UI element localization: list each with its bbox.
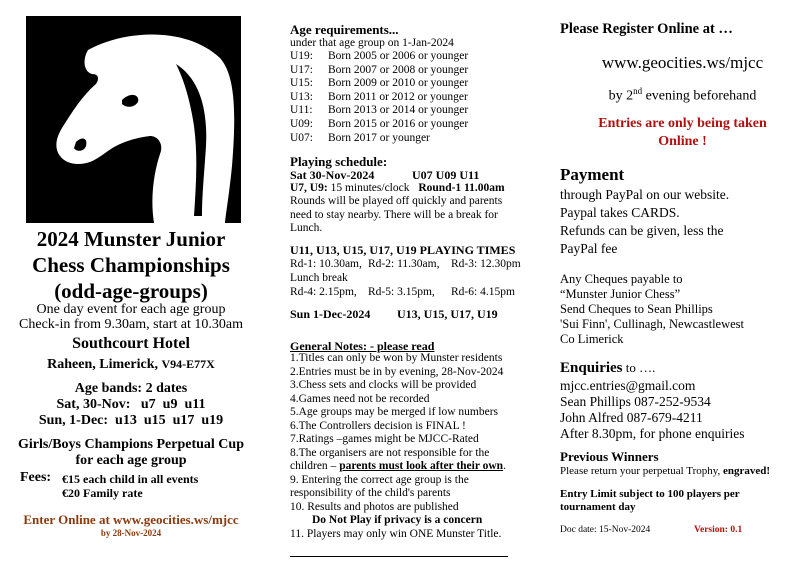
note-6: 6.The Controllers decision is FINAL ! <box>290 419 466 432</box>
sun-groups: U13, U15, U17, U19 <box>397 307 498 321</box>
previous-winners-title: Previous Winners <box>560 449 659 464</box>
entries-line-1: Entries are only being taken <box>598 116 767 131</box>
entries-line-2: Online ! <box>658 134 707 149</box>
rd6: Rd-6: 4.15pm <box>451 286 515 298</box>
round1: Round-1 11.00am <box>418 182 505 194</box>
rd1: Rd-1: 10.30am, <box>290 258 362 270</box>
age-row <box>290 77 552 91</box>
note-5: 5.Age groups may be merged if low numbers <box>290 406 499 418</box>
enquiries-john: John Alfred 087-679-4211 <box>560 410 703 425</box>
u7u9-label: U7, U9: <box>290 182 328 194</box>
website-link[interactable]: www.geocities.ws/mjcc <box>601 53 764 72</box>
note-9a: 9. Entering the correct age group is the <box>290 473 469 486</box>
event-line-1: One day event for each age group <box>36 302 226 317</box>
cheque-line-1: Any Cheques payable to <box>560 272 683 286</box>
age-table <box>290 50 552 145</box>
age-text: Born 2015 or 2016 or younger <box>328 117 469 130</box>
age-text: Born 2013 or 2014 or younger <box>328 104 469 117</box>
enquiries-title: Enquiries <box>560 360 623 376</box>
sun-date: Sun 1-Dec-2024 <box>290 307 371 321</box>
note-1: 1.Titles can only be won by Munster residents <box>290 352 503 364</box>
venue-postcode: V94-E77X <box>161 357 215 371</box>
cup-line-2: for each age group <box>75 453 187 468</box>
age-text: Born 2017 or younger <box>328 131 430 144</box>
enquiries-sean: Sean Phillips 087-252-9534 <box>560 394 711 409</box>
entry-limit-line-2: tournament day <box>560 501 636 513</box>
by-suffix: evening beforehand <box>642 88 757 104</box>
note-3: 3.Chess sets and clocks will be provided <box>290 379 477 391</box>
u7u9-time: 15 minutes/clock <box>330 182 410 194</box>
pay-line-4: PayPal fee <box>560 241 618 256</box>
pay-line-2: Paypal takes CARDS. <box>560 205 680 220</box>
rd2: Rd-2: 11.30am, <box>368 258 440 270</box>
rounds-row-1 <box>290 258 552 272</box>
note-8b: children – parents must look after their own. <box>290 460 506 472</box>
cheque-line-3: Send Cheques to Sean Phillips <box>560 302 713 316</box>
note-10: 10. Results and photos are published <box>290 500 459 513</box>
title-line-3: (odd-age-groups) <box>54 279 208 303</box>
cheque-line-4: 'Sui Finn', Cullinagh, Newcastlewest <box>560 317 745 331</box>
age-text: Born 2011 or 2012 or younger <box>328 90 468 103</box>
age-code: U09: <box>290 117 313 130</box>
title-line-1: 2024 Munster Junior <box>36 227 226 251</box>
times-title: U11, U13, U15, U17, U19 PLAYING TIMES <box>290 243 516 257</box>
age-row <box>290 64 552 78</box>
doc-footer <box>560 524 805 536</box>
previous-winners-text <box>560 464 805 478</box>
register-title: Please Register Online at … <box>560 21 733 37</box>
venue-address <box>0 355 262 374</box>
sun-row <box>290 307 552 322</box>
fee-each: €15 each child in all events <box>62 472 199 486</box>
rd4: Rd-4: 2.15pm, <box>290 286 357 298</box>
rd3: Rd-3: 12.30pm <box>451 258 521 270</box>
title-line-2: Chess Championships <box>32 253 230 277</box>
divider <box>290 556 508 557</box>
note-10b: Do Not Play if privacy is a concern <box>312 514 483 526</box>
middle-panel <box>290 0 552 570</box>
sat-row <box>290 168 552 183</box>
payment-title: Payment <box>560 165 625 184</box>
cheque-line-2: “Munster Junior Chess” <box>560 287 681 301</box>
logo <box>26 16 241 223</box>
bands-sat: Sat, 30-Nov: u7 u9 u11 <box>56 397 206 412</box>
version: Version: 0.1 <box>694 525 743 535</box>
prev-text: Please return your perpetual Trophy, <box>560 465 721 477</box>
age-text: Born 2009 or 2010 or younger <box>328 77 469 90</box>
note-2: 2.Entries must be in by evening, 28-Nov-2024 <box>290 365 504 378</box>
enter-online-link[interactable]: Enter Online at www.geocities.ws/mjcc <box>23 512 239 527</box>
bands-sun: Sun, 1-Dec: u13 u15 u17 u19 <box>38 413 224 428</box>
age-text: Born 2005 or 2006 or younger <box>328 50 469 62</box>
notes-title: General Notes: - please read <box>290 339 435 353</box>
by-prefix: by 2 <box>608 88 634 104</box>
chess-knight-icon <box>26 16 241 223</box>
age-code: U15: <box>290 77 313 90</box>
bands-title: Age bands: 2 dates <box>74 381 188 396</box>
age-intro: under that age group on 1-Jan-2024 <box>290 37 454 49</box>
age-row <box>290 104 552 118</box>
cup-line-1: Girls/Boys Champions Perpetual Cup <box>18 437 244 452</box>
entry-limit-line-1: Entry Limit subject to 100 players per <box>560 488 740 500</box>
age-code: U17: <box>290 63 313 76</box>
lunch-break: Lunch break <box>290 272 348 284</box>
sat-date: Sat 30-Nov-2024 <box>290 168 375 182</box>
pay-line-3: Refunds can be given, less the <box>560 223 724 238</box>
enter-by-date: by 28-Nov-2024 <box>100 528 162 538</box>
age-code: U13: <box>290 90 313 103</box>
fees-label: Fees: <box>20 470 52 485</box>
note-8b-text: children – <box>290 460 337 472</box>
rd5: Rd-5: 3.15pm, <box>368 286 435 298</box>
note-8a: 8.The organisers are not responsible for the <box>290 446 490 459</box>
enquiries-heading <box>560 358 805 378</box>
by-sup: nd <box>633 86 643 96</box>
pay-line-1: through PayPal on our website. <box>560 187 730 202</box>
age-code: U11: <box>290 104 313 117</box>
age-text: Born 2007 or 2008 or younger <box>328 63 469 76</box>
rounds-row-2 <box>290 286 552 300</box>
u7u9-row <box>290 182 552 196</box>
note-9b: responsibility of the child's parents <box>290 487 451 499</box>
register-deadline <box>560 82 805 106</box>
event-line-2: Check-in from 9.30am, start at 10.30am <box>19 317 243 332</box>
schedule-title: Playing schedule: <box>290 154 388 169</box>
cheque-line-5: Co Limerick <box>560 332 624 346</box>
note-11: 11. Players may only win ONE Munster Title. <box>290 527 502 540</box>
right-panel <box>560 0 805 570</box>
fee-family: €20 Family rate <box>62 486 143 500</box>
enquiries-email[interactable]: mjcc.entries@gmail.com <box>560 378 696 393</box>
left-panel <box>0 0 272 570</box>
enquiries-to: to …. <box>622 360 656 375</box>
age-row <box>290 132 552 146</box>
rounds-note: Rounds will be played off quickly and parents need to stay nearby. There will be a break for Lunch. <box>290 195 503 234</box>
venue-name: Southcourt Hotel <box>72 335 190 352</box>
enquiries-after: After 8.30pm, for phone enquiries <box>560 426 745 441</box>
venue-address-text: Raheen, Limerick, <box>47 357 158 372</box>
age-row <box>290 118 552 132</box>
sat-groups: U07 U09 U11 <box>412 168 480 182</box>
note-7: 7.Ratings –games might be MJCC-Rated <box>290 433 479 445</box>
note-4: 4.Games need not be recorded <box>290 392 430 405</box>
prev-engraved: engraved! <box>723 465 771 477</box>
age-code: U19: <box>290 50 313 62</box>
age-row <box>290 50 552 64</box>
age-title: Age requirements... <box>290 22 399 37</box>
age-row <box>290 91 552 105</box>
note-8c-text: parents must look after their own <box>339 460 504 472</box>
doc-date: Doc date: 15-Nov-2024 <box>560 525 651 535</box>
age-code: U07: <box>290 131 313 144</box>
